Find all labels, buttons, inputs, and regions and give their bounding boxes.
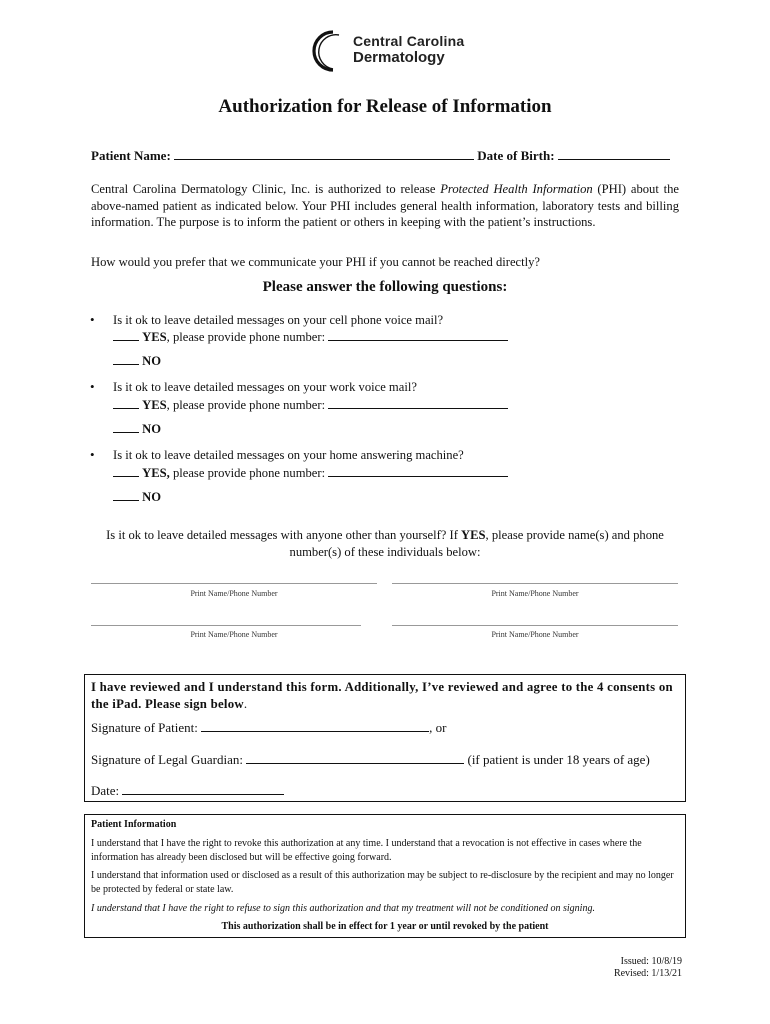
patient-name-label: Patient Name: [91,148,171,163]
work-no-row [113,422,161,437]
others-question-start: Is it ok to leave detailed messages with anyone other than yourself? If [106,528,462,542]
cell-yes-suffix: , please provide phone number: [166,330,326,344]
work-yes-row [113,398,508,413]
patient-information-box [84,814,686,938]
info-heading: Patient Information [91,819,177,830]
bullet-icon: • [90,312,95,327]
home-yes-checkbox[interactable] [113,475,139,477]
contact-2-label: Print Name/Phone Number [491,589,579,598]
contact-4-field[interactable] [392,625,678,626]
contact-2-field[interactable] [392,583,678,584]
intro-paragraph [91,181,679,231]
question-cell-voicemail: Is it ok to leave detailed messages on your cell phone voice mail? [113,313,444,327]
cell-yes-row [113,330,508,345]
communication-question: How would you prefer that we communicate your PHI if you cannot be reached directly? [91,255,541,269]
cell-no-row [113,354,161,369]
work-yes-checkbox[interactable] [113,407,139,409]
contact-3-field[interactable] [91,625,361,626]
info-paragraph-2: I understand that information used or disclosed as a result of this authorization may be subject to re-disclosure by the recipient and may no longer be protected by federal or state law. [91,870,674,895]
date-row [91,783,284,799]
info-paragraph-1: I understand that I have the right to revoke this authorization at any time. I understand that a revocation is not effective in cases where the information has already been disclosed but will be effective going forward. [91,838,642,863]
contact-3-label: Print Name/Phone Number [190,630,278,639]
logo-text-line1: Central Carolina [353,33,465,49]
logo-text-line2: Dermatology [353,49,445,66]
work-no-checkbox[interactable] [113,431,139,433]
guardian-signature-row [91,752,650,768]
cell-yes-checkbox[interactable] [113,339,139,341]
guardian-signature-label: Signature of Legal Guardian: [91,752,243,767]
cell-phone-field[interactable] [328,339,508,341]
dob-field[interactable] [558,158,670,160]
work-phone-field[interactable] [328,407,508,409]
patient-signature-row [91,720,446,736]
patient-signature-suffix: , or [429,720,447,735]
cell-no-label: NO [142,354,162,368]
question-work-voicemail: Is it ok to leave detailed messages on your work voice mail? [113,380,417,394]
dob-label: Date of Birth: [477,148,555,163]
revised-date: Revised: 1/13/21 [613,968,682,979]
contact-1-field[interactable] [91,583,377,584]
info-paragraph-3: I understand that I have the right to refuse to sign this authorization and that my treatment will not be conditioned on signing. [91,903,595,914]
question-home-machine: Is it ok to leave detailed messages on your home answering machine? [113,448,464,462]
home-no-label: NO [142,490,162,504]
intro-text-emphasis: Protected Health Information [440,182,593,196]
home-yes-label: YES, [142,466,170,480]
review-statement [91,679,679,712]
bullet-icon: • [90,447,95,462]
guardian-signature-suffix: (if patient is under 18 years of age) [467,752,650,767]
work-yes-suffix: , please provide phone number: [166,398,326,412]
patient-signature-label: Signature of Patient: [91,720,198,735]
work-no-label: NO [142,422,162,436]
guardian-signature-field[interactable] [246,762,464,764]
contact-1-label: Print Name/Phone Number [190,589,278,598]
page-title: Authorization for Release of Information [218,96,552,117]
cell-no-checkbox[interactable] [113,363,139,365]
authorization-duration: This authorization shall be in effect for 1 year or until revoked by the patient [221,921,549,932]
date-field[interactable] [122,793,284,795]
others-question-end: , please provide name(s) and phone number(s) of these individuals below: [289,528,664,559]
intro-text-start: Central Carolina Dermatology Clinic, Inc. is authorized to release [91,182,441,196]
others-question-yes: YES [461,528,486,542]
review-signature-box [84,674,686,802]
patient-info-row [91,148,670,164]
review-statement-text: I have reviewed and I understand this form. Additionally, I’ve reviewed and agree to the 4 consents on the iPad. Please sign below [91,680,673,711]
cell-yes-label: YES [142,330,167,344]
intro-text-end: (PHI) about the above-named patient as indicated below. Your PHI includes general health information, laboratory tests and billing information. The purpose is to inform the patient or others in keeping with the patient’s instructions. [91,182,680,229]
home-no-row [113,490,161,505]
contact-4-label: Print Name/Phone Number [491,630,579,639]
issued-date: Issued: 10/8/19 [620,956,682,967]
review-statement-period: . [243,696,248,711]
questions-heading: Please answer the following questions: [262,279,508,295]
work-yes-label: YES [142,398,167,412]
home-yes-row [113,466,508,481]
patient-signature-field[interactable] [201,730,429,732]
home-yes-suffix: please provide phone number: [169,466,326,480]
bullet-icon: • [90,379,95,394]
date-label: Date: [91,783,120,798]
home-phone-field[interactable] [328,475,508,477]
patient-name-field[interactable] [174,158,474,160]
home-no-checkbox[interactable] [113,499,139,501]
others-question [80,527,690,560]
